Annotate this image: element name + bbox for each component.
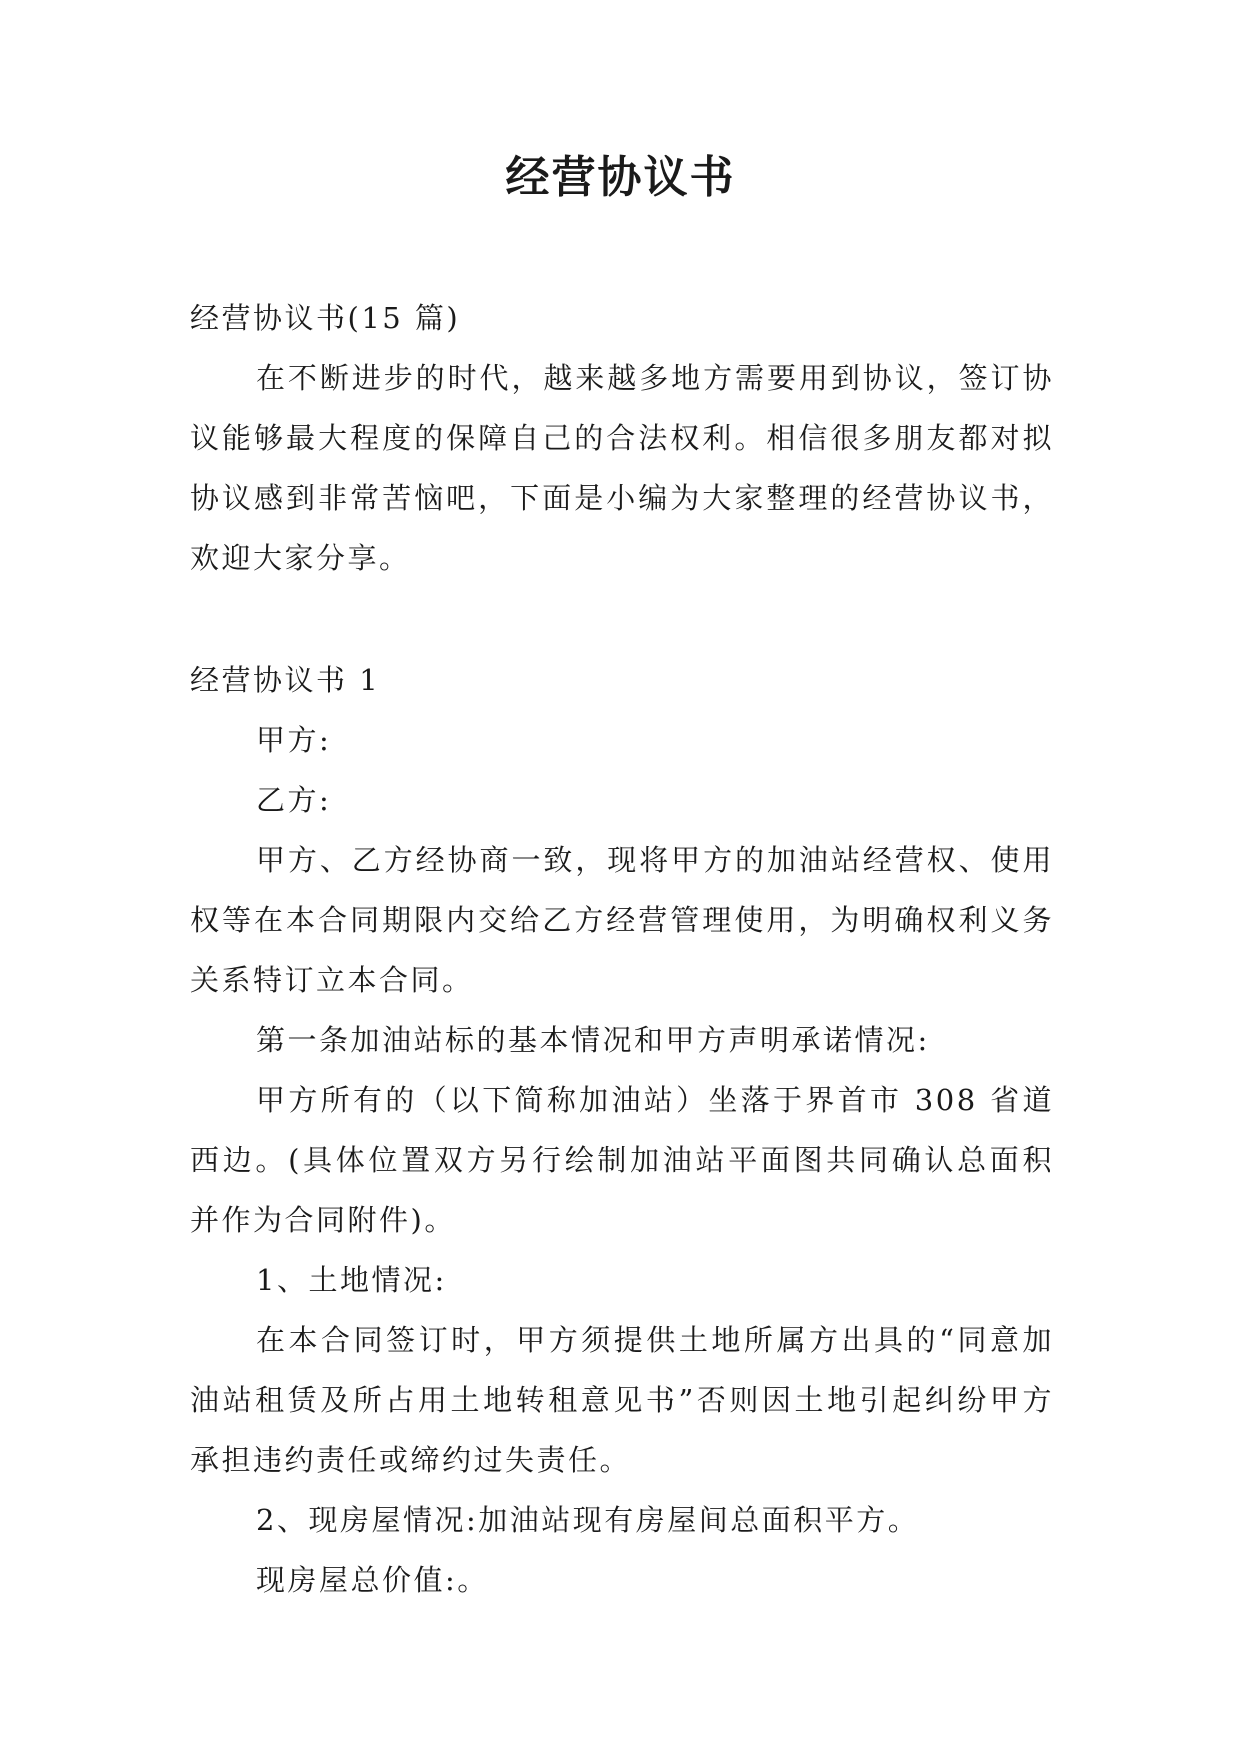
document-subtitle: 经营协议书(15 篇): [190, 301, 461, 335]
clause-housing-value: 现房屋总价值:。: [256, 1563, 489, 1597]
intro-paragraph: 在不断进步的时代，越来越多地方需要用到协议，签订协议能够最大程度的保障自己的合法权利。相信很多朋友都对拟协议感到非常苦恼吧，下面是小编为大家整理的经营协议书，欢迎大家分享。: [190, 361, 1054, 575]
document-title: 经营协议书: [505, 152, 736, 203]
contract-paragraph: 甲方所有的（以下简称加油站）坐落于界首市 308 省道西边。(具体位置双方另行绘制加油站平面图共同确认总面积并作为合同附件)。: [190, 1083, 1054, 1237]
article-heading: 第一条加油站标的基本情况和甲方声明承诺情况:: [256, 1023, 930, 1057]
clause-heading-land: 1、土地情况:: [256, 1263, 447, 1297]
document-body: [190, 288, 1054, 1610]
party-b-line: 乙方:: [256, 783, 332, 817]
contract-paragraph: 甲方、乙方经协商一致，现将甲方的加油站经营权、使用权等在本合同期限内交给乙方经营管理使用，为明确权利义务关系特订立本合同。: [190, 843, 1054, 997]
party-a-line: 甲方:: [256, 723, 332, 757]
section-heading: 经营协议书 1: [190, 663, 381, 697]
clause-housing: 2、现房屋情况:加油站现有房屋间总面积平方。: [256, 1503, 920, 1537]
contract-paragraph: 在本合同签订时，甲方须提供土地所属方出具的“同意加油站租赁及所占用土地转租意见书”否则因土地引起纠纷甲方承担违约责任或缔约过失责任。: [190, 1323, 1054, 1477]
section-spacer: [190, 588, 1054, 650]
